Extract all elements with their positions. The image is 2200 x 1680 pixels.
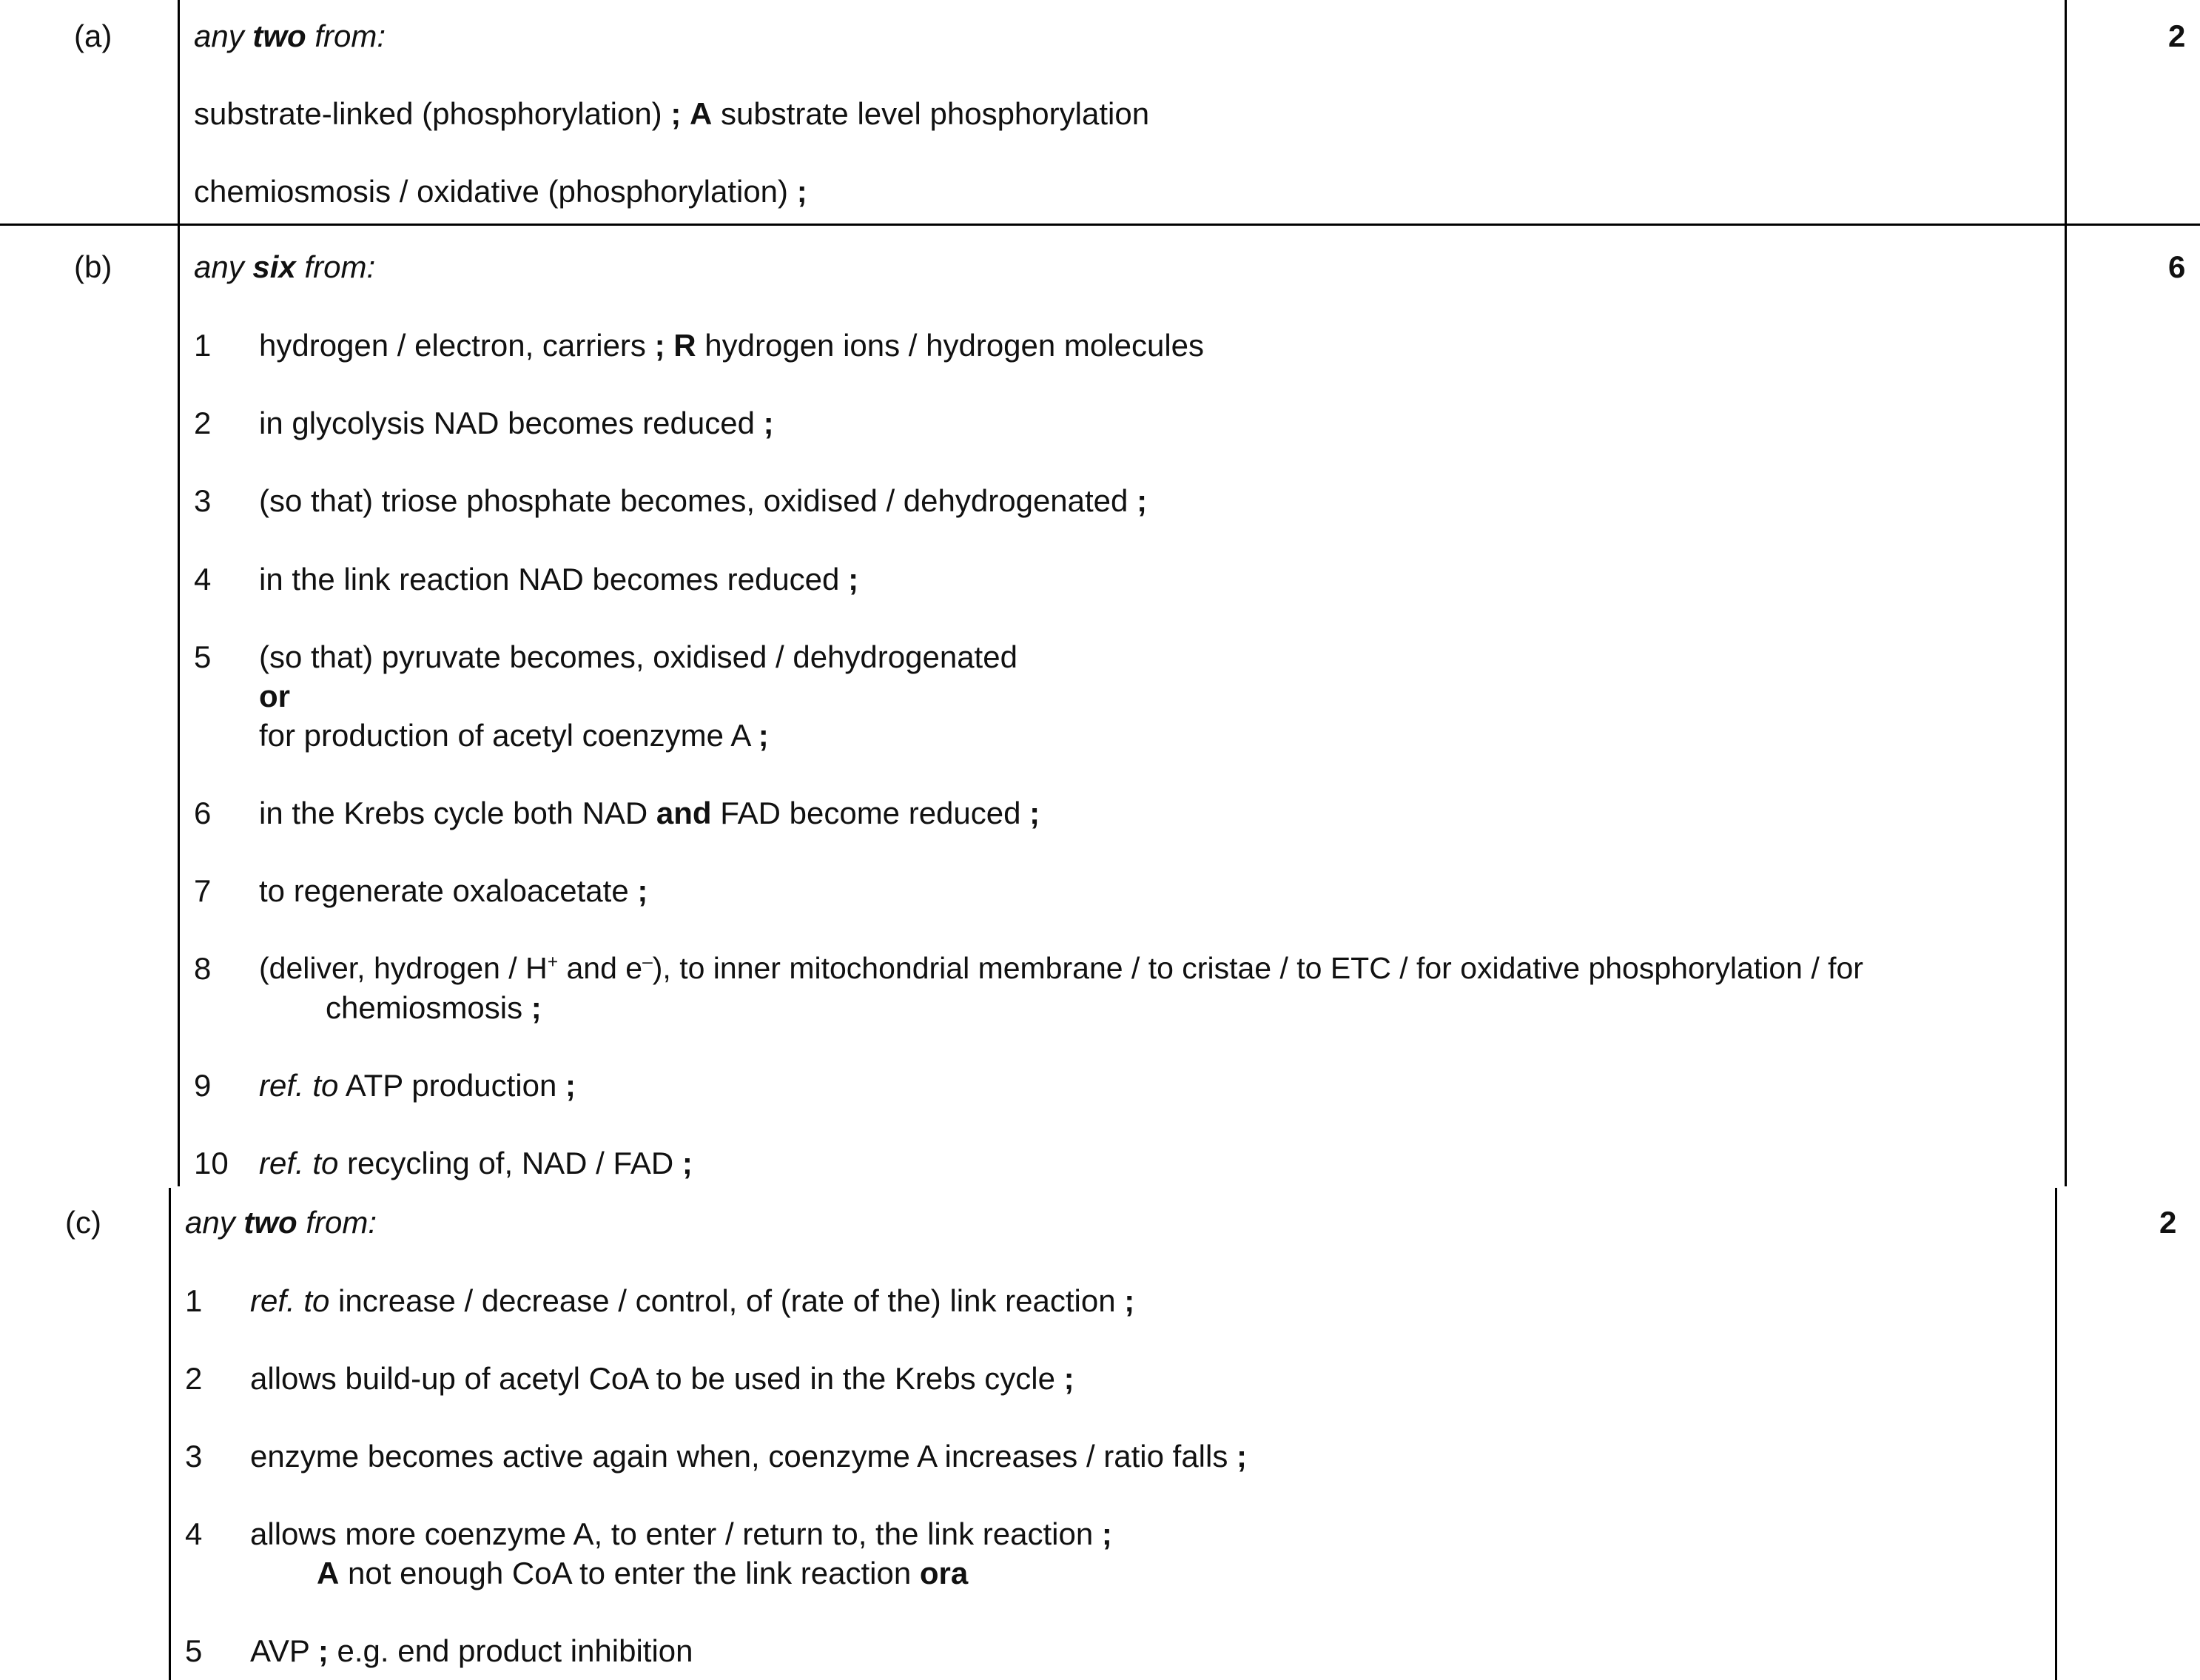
point-number-b2: 2 bbox=[194, 406, 212, 440]
answer-line-a2: chemiosmosis / oxidative (phosphorylation) ; bbox=[194, 174, 807, 209]
point-text-c3: enzyme becomes active again when, coenzyme A increases / ratio falls ; bbox=[250, 1439, 1248, 1474]
marks-a: 2 bbox=[2168, 19, 2186, 53]
point-number-b4: 4 bbox=[194, 562, 212, 597]
point-number-b1: 1 bbox=[194, 328, 212, 363]
point-text-b5-or: or bbox=[259, 679, 290, 713]
part-label-a: (a) bbox=[74, 19, 112, 53]
point-text-c4: allows more coenzyme A, to enter / return to, the link reaction ; bbox=[250, 1516, 1112, 1551]
point-text-b3: (so that) triose phosphate becomes, oxidised / dehydrogenated ; bbox=[259, 483, 1148, 518]
point-number-c4: 4 bbox=[185, 1516, 203, 1551]
point-text-b9: ref. to ATP production ; bbox=[259, 1068, 576, 1103]
point-number-b6: 6 bbox=[194, 796, 212, 830]
col-divider-right-bottom bbox=[2055, 1188, 2057, 1680]
marks-c: 2 bbox=[2159, 1205, 2177, 1240]
point-number-c5: 5 bbox=[185, 1633, 203, 1668]
point-text-c4-sub: A not enough CoA to enter the link reaction ora bbox=[317, 1556, 969, 1590]
point-text-b6: in the Krebs cycle both NAD and FAD become reduced ; bbox=[259, 796, 1040, 830]
part-label-b: (b) bbox=[74, 249, 112, 284]
point-text-b2: in glycolysis NAD becomes reduced ; bbox=[259, 406, 774, 440]
answer-line-a1: substrate-linked (phosphorylation) ; A substrate level phosphorylation bbox=[194, 96, 1150, 131]
point-text-b8: (deliver, hydrogen / H+ and e–), to inner mitochondrial membrane / to cristae / to ETC / for oxidative phosphorylation / for bbox=[259, 951, 1863, 985]
point-number-b9: 9 bbox=[194, 1068, 212, 1103]
part-label-c: (c) bbox=[65, 1205, 101, 1240]
point-text-b7: to regenerate oxaloacetate ; bbox=[259, 873, 648, 908]
answer-intro-a: any two from: bbox=[194, 19, 386, 53]
point-number-b10: 10 bbox=[194, 1146, 229, 1180]
point-text-c2: allows build-up of acetyl CoA to be used in the Krebs cycle ; bbox=[250, 1361, 1074, 1396]
point-number-b3: 3 bbox=[194, 483, 212, 518]
point-text-b5-line3: for production of acetyl coenzyme A ; bbox=[259, 718, 769, 753]
marks-b: 6 bbox=[2168, 249, 2186, 284]
point-number-b7: 7 bbox=[194, 873, 212, 908]
point-text-b10: ref. to recycling of, NAD / FAD ; bbox=[259, 1146, 693, 1180]
point-number-c3: 3 bbox=[185, 1439, 203, 1474]
col-divider-left-top bbox=[178, 0, 180, 1186]
point-text-b4: in the link reaction NAD becomes reduced ; bbox=[259, 562, 859, 597]
answer-intro-b: any six from: bbox=[194, 249, 376, 284]
point-number-c1: 1 bbox=[185, 1283, 203, 1318]
col-divider-right-top bbox=[2065, 0, 2067, 1186]
answer-intro-c: any two from: bbox=[185, 1205, 377, 1240]
point-number-c2: 2 bbox=[185, 1361, 203, 1396]
point-number-b5: 5 bbox=[194, 639, 212, 674]
point-number-b8: 8 bbox=[194, 951, 212, 986]
point-text-b1: hydrogen / electron, carriers ; R hydrogen ions / hydrogen molecules bbox=[259, 328, 1205, 363]
point-text-b8-cont: chemiosmosis ; bbox=[326, 990, 542, 1025]
point-text-b5-line1: (so that) pyruvate becomes, oxidised / dehydrogenated bbox=[259, 639, 1017, 674]
row-divider-a-b bbox=[0, 224, 2200, 226]
col-divider-left-bottom bbox=[169, 1188, 171, 1680]
point-text-c1: ref. to increase / decrease / control, of (rate of the) link reaction ; bbox=[250, 1283, 1135, 1318]
point-text-c5: AVP ; e.g. end product inhibition bbox=[250, 1633, 693, 1668]
